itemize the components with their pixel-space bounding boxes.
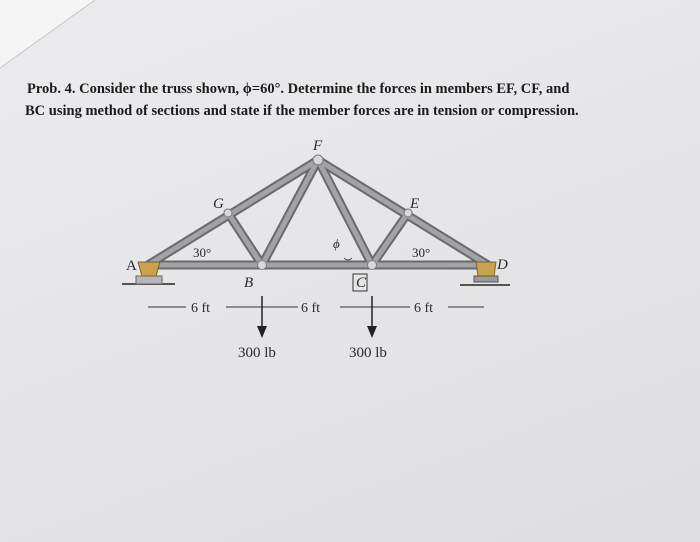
joint-label-D: D	[497, 257, 508, 273]
angle-label-left: 30°	[193, 245, 212, 260]
span-label-2: 6 ft	[301, 301, 321, 316]
span-label-1: 6 ft	[191, 301, 211, 316]
joint-label-G: G	[213, 196, 224, 212]
phi-label: ϕ	[333, 236, 340, 251]
joint-label-B: B	[244, 275, 254, 291]
problem-line-2: BC using method of sections and state if the member forces are in tension or compression.	[25, 103, 579, 119]
load-arrow-B	[257, 296, 267, 338]
joint-label-F: F	[313, 138, 323, 154]
pin-F	[313, 155, 323, 165]
angle-label-right: 30°	[412, 245, 431, 260]
pin-G	[224, 209, 232, 217]
load-label-C: 300 lb	[349, 345, 387, 361]
problem-line-1: Prob. 4. Consider the truss shown, ϕ=60°. Determine the forces in members EF, CF, and	[27, 81, 570, 97]
joint-label-A: A	[126, 258, 137, 274]
span-label-3: 6 ft	[414, 301, 434, 316]
joint-label-E: E	[410, 196, 420, 212]
pin-C	[368, 261, 377, 270]
joint-label-C: C	[356, 275, 367, 291]
load-label-B: 300 lb	[238, 345, 276, 361]
pin-B	[258, 261, 267, 270]
load-arrow-C	[367, 296, 377, 338]
